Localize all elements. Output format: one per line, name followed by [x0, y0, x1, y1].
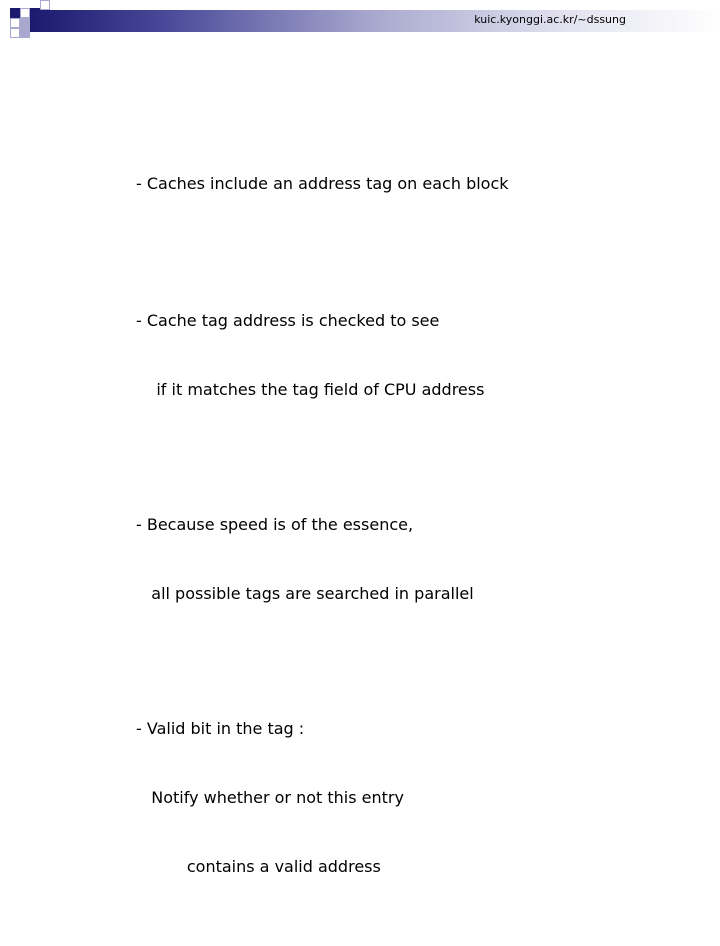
bullet-list — [136, 126, 696, 946]
decor-square — [40, 0, 50, 10]
bullet-item — [136, 467, 696, 651]
bullet-line: - Cache tag address is checked to see — [136, 311, 440, 330]
header-url[interactable]: kuic.kyonggi.ac.kr/~dssung — [474, 13, 626, 26]
bullet-line: - Caches include an address tag on each block — [136, 174, 509, 193]
decor-square — [10, 28, 20, 38]
bullet-item — [136, 126, 696, 241]
decor-square — [20, 18, 30, 28]
bullet-item — [136, 263, 696, 447]
bullet-line: Notify whether or not this entry — [136, 788, 404, 807]
decor-square — [10, 18, 20, 28]
bullet-line: - Valid bit in the tag : — [136, 719, 305, 738]
decor-square — [20, 8, 30, 18]
bullet-line: - Because speed is of the essence, — [136, 515, 414, 534]
bullet-line: contains a valid address — [136, 857, 381, 876]
bullet-line: all possible tags are searched in parallel — [136, 584, 474, 603]
decor-square — [10, 8, 20, 18]
bullet-item — [136, 671, 696, 924]
bullet-line: if it matches the tag field of CPU address — [136, 380, 485, 399]
decor-square — [20, 28, 30, 38]
